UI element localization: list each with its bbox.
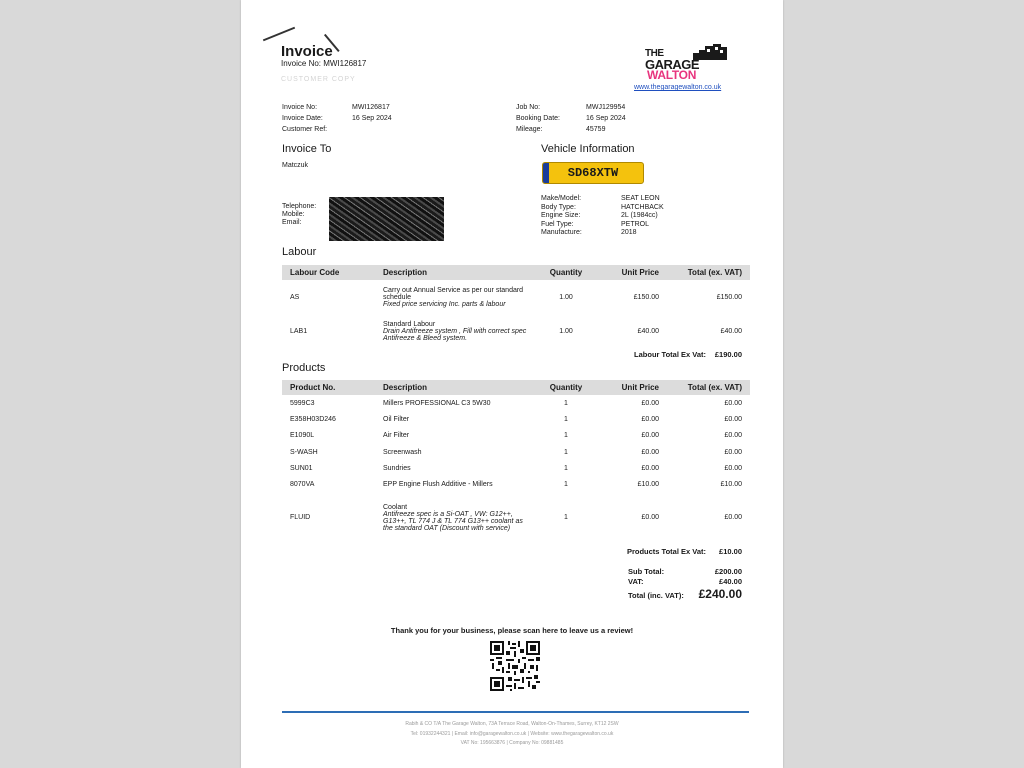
thank-you-message: Thank you for your business, please scan here to leave us a review! xyxy=(390,626,634,635)
contact-labels xyxy=(282,202,332,232)
plate-band xyxy=(543,163,549,183)
vehicle-label: Engine Size: xyxy=(541,212,581,220)
line-total: £0.00 xyxy=(724,399,742,407)
quantity: 1 xyxy=(564,481,568,489)
meta-label: Mileage: xyxy=(516,126,543,133)
footer-address: Rabih & CO T/A The Garage Walton, 73A Terrace Road, Walton-On-Thames, Surrey, KT12 2SW xyxy=(405,721,619,727)
products-header-row xyxy=(282,380,750,395)
desc-note: Antifreeze spec is a Si-OAT , VW: G12++, G13++, TL 774 J & TL 774 G13++ coolant as the standard OAT (Discount with service) xyxy=(383,510,523,532)
quantity: 1 xyxy=(564,448,568,456)
product-description: Sundries xyxy=(383,464,411,472)
quantity: 1 xyxy=(564,399,568,407)
vehicle-value: PETROL xyxy=(621,220,650,228)
summary-block xyxy=(282,567,750,607)
invoice-number-line: Invoice No: MWI126817 xyxy=(281,59,367,68)
table-row xyxy=(282,395,750,411)
table-row xyxy=(282,411,750,427)
table-row xyxy=(282,460,750,476)
meta-label: Customer Ref: xyxy=(282,126,328,133)
invoice-title: Invoice xyxy=(281,43,333,60)
line-total: £10.00 xyxy=(720,481,742,489)
footer-contact: Tel: 01932244321 | Email: info@garagewalton.co.uk | Website: www.thegaragewalton.co.uk xyxy=(410,731,614,737)
unit-price: £0.00 xyxy=(641,415,659,423)
meta-value: 16 Sep 2024 xyxy=(586,115,626,122)
table-row xyxy=(282,493,750,543)
col-header: Description xyxy=(375,380,535,395)
grand-total-label: Total (inc. VAT): xyxy=(628,591,684,600)
labour-header-row xyxy=(282,265,750,280)
product-code: E1090L xyxy=(290,432,315,440)
invoice-page xyxy=(241,0,783,768)
labour-total-row xyxy=(282,350,750,360)
customer-copy-label: CUSTOMER COPY xyxy=(281,76,356,83)
line-total: £40.00 xyxy=(720,327,742,335)
line-total: £0.00 xyxy=(724,514,742,522)
unit-price: £0.00 xyxy=(641,448,659,456)
unit-price: £10.00 xyxy=(637,481,659,489)
vehicle-value: 2L (1984cc) xyxy=(621,212,658,220)
vat-label: VAT: xyxy=(628,577,644,586)
product-code: 8070VA xyxy=(290,481,315,489)
vehicle-label: Fuel Type: xyxy=(541,220,574,228)
line-total: £0.00 xyxy=(724,464,742,472)
products-total-value: £10.00 xyxy=(719,547,742,556)
products-table xyxy=(282,380,750,543)
customer-name: Matczuk xyxy=(282,162,309,169)
labour-code: LAB1 xyxy=(290,327,308,335)
products-total-label: Products Total Ex Vat: xyxy=(626,547,706,556)
labour-total-value: £190.00 xyxy=(714,350,742,359)
line-total: £150.00 xyxy=(716,293,742,301)
vehicle-details xyxy=(541,195,741,240)
line-total: £0.00 xyxy=(724,448,742,456)
quantity: 1 xyxy=(564,514,568,522)
website-link[interactable]: www.thegaragewalton.co.uk xyxy=(634,84,722,91)
col-header: Quantity xyxy=(535,380,597,395)
vehicle-value: SEAT LEON xyxy=(621,195,660,202)
job-meta xyxy=(516,103,716,135)
col-header: Unit Price xyxy=(597,265,667,280)
subtotal-label: Sub Total: xyxy=(628,567,665,576)
product-code: FLUID xyxy=(290,514,311,522)
line-total: £0.00 xyxy=(724,432,742,440)
vehicle-value: 2018 xyxy=(621,229,637,237)
email-label: Email: xyxy=(282,219,302,226)
product-description: Millers PROFESSIONAL C3 5W30 xyxy=(383,399,491,407)
meta-label: Booking Date: xyxy=(516,115,560,122)
labour-table xyxy=(282,265,750,348)
pen-mark xyxy=(263,27,295,42)
product-description: Air Filter xyxy=(383,432,410,440)
labour-description xyxy=(375,314,535,348)
desc-note: Fixed price servicing Inc. parts & labour xyxy=(383,300,506,308)
quantity: 1.00 xyxy=(559,293,573,301)
unit-price: £150.00 xyxy=(633,293,659,301)
labour-description xyxy=(375,280,535,314)
invoice-to-heading: Invoice To xyxy=(282,143,332,155)
meta-label: Invoice Date: xyxy=(282,115,323,122)
product-code: 5999C3 xyxy=(290,399,315,407)
products-heading: Products xyxy=(282,362,326,374)
unit-price: £0.00 xyxy=(641,464,659,472)
unit-price: £40.00 xyxy=(637,327,659,335)
product-description xyxy=(375,493,535,543)
desc-text: Carry out Annual Service as per our standard schedule xyxy=(383,286,524,301)
col-header: Labour Code xyxy=(282,265,375,280)
unit-price: £0.00 xyxy=(641,432,659,440)
vehicle-label: Make/Model: xyxy=(541,195,582,202)
quantity: 1 xyxy=(564,415,568,423)
col-header: Total (ex. VAT) xyxy=(667,380,750,395)
product-description: Screenwash xyxy=(383,448,422,456)
products-total-row xyxy=(282,547,750,557)
product-description: EPP Engine Flush Additive - Millers xyxy=(383,481,493,489)
vehicle-heading: Vehicle Information xyxy=(541,143,635,155)
invoice-meta xyxy=(282,103,482,135)
labour-code: AS xyxy=(290,293,300,301)
unit-price: £0.00 xyxy=(641,514,659,522)
table-row xyxy=(282,428,750,444)
mobile-label: Mobile: xyxy=(282,211,305,218)
quantity: 1.00 xyxy=(559,327,573,335)
product-code: S-WASH xyxy=(290,448,318,456)
quantity: 1 xyxy=(564,464,568,472)
table-row xyxy=(282,314,750,348)
labour-heading: Labour xyxy=(282,246,317,258)
footer-rule xyxy=(282,711,749,713)
product-code: E358H03D246 xyxy=(290,415,336,423)
line-total: £0.00 xyxy=(724,415,742,423)
table-row xyxy=(282,444,750,460)
footer-registration: VAT No: 195663876 | Company No: 09881485 xyxy=(460,740,564,746)
telephone-label: Telephone: xyxy=(282,203,317,210)
vehicle-value: HATCHBACK xyxy=(621,203,664,211)
meta-value: 16 Sep 2024 xyxy=(352,115,392,122)
product-code: SUN01 xyxy=(290,464,313,472)
col-header: Unit Price xyxy=(597,380,667,395)
vehicle-label: Manufacture: xyxy=(541,229,582,237)
col-header: Description xyxy=(375,265,535,280)
logo-line-garage: GARAGE xyxy=(645,57,700,72)
logo-line-the: THE xyxy=(645,48,664,59)
meta-value: MWJ129954 xyxy=(586,104,626,111)
review-qr-icon[interactable] xyxy=(490,641,540,691)
col-header: Product No. xyxy=(282,380,375,395)
desc-text: Coolant xyxy=(383,503,408,511)
desc-text: Standard Labour xyxy=(383,320,436,328)
labour-total-label: Labour Total Ex Vat: xyxy=(634,350,706,359)
number-plate xyxy=(542,162,644,184)
meta-label: Invoice No: xyxy=(282,104,318,111)
meta-value: MWI126817 xyxy=(352,104,390,111)
logo-line-walton: WALTON xyxy=(647,68,697,82)
desc-note: Drain Antifreeze system , Fill with correct spec Antifreeze & Bleed system. xyxy=(383,327,527,342)
product-description: Oil Filter xyxy=(383,415,410,423)
table-row xyxy=(282,476,750,492)
grand-total-value: £240.00 xyxy=(698,587,742,601)
table-row xyxy=(282,280,750,314)
plate-text: SD68XTW xyxy=(567,166,619,180)
col-header: Total (ex. VAT) xyxy=(667,265,750,280)
meta-label: Job No: xyxy=(516,104,541,111)
unit-price: £0.00 xyxy=(641,399,659,407)
vat-value: £40.00 xyxy=(719,577,742,586)
quantity: 1 xyxy=(564,432,568,440)
meta-value: 45759 xyxy=(586,126,606,133)
col-header: Quantity xyxy=(535,265,597,280)
vehicle-label: Body Type: xyxy=(541,203,576,211)
redacted-contact-block xyxy=(329,197,444,241)
garage-logo xyxy=(645,44,731,84)
subtotal-value: £200.00 xyxy=(714,567,742,576)
